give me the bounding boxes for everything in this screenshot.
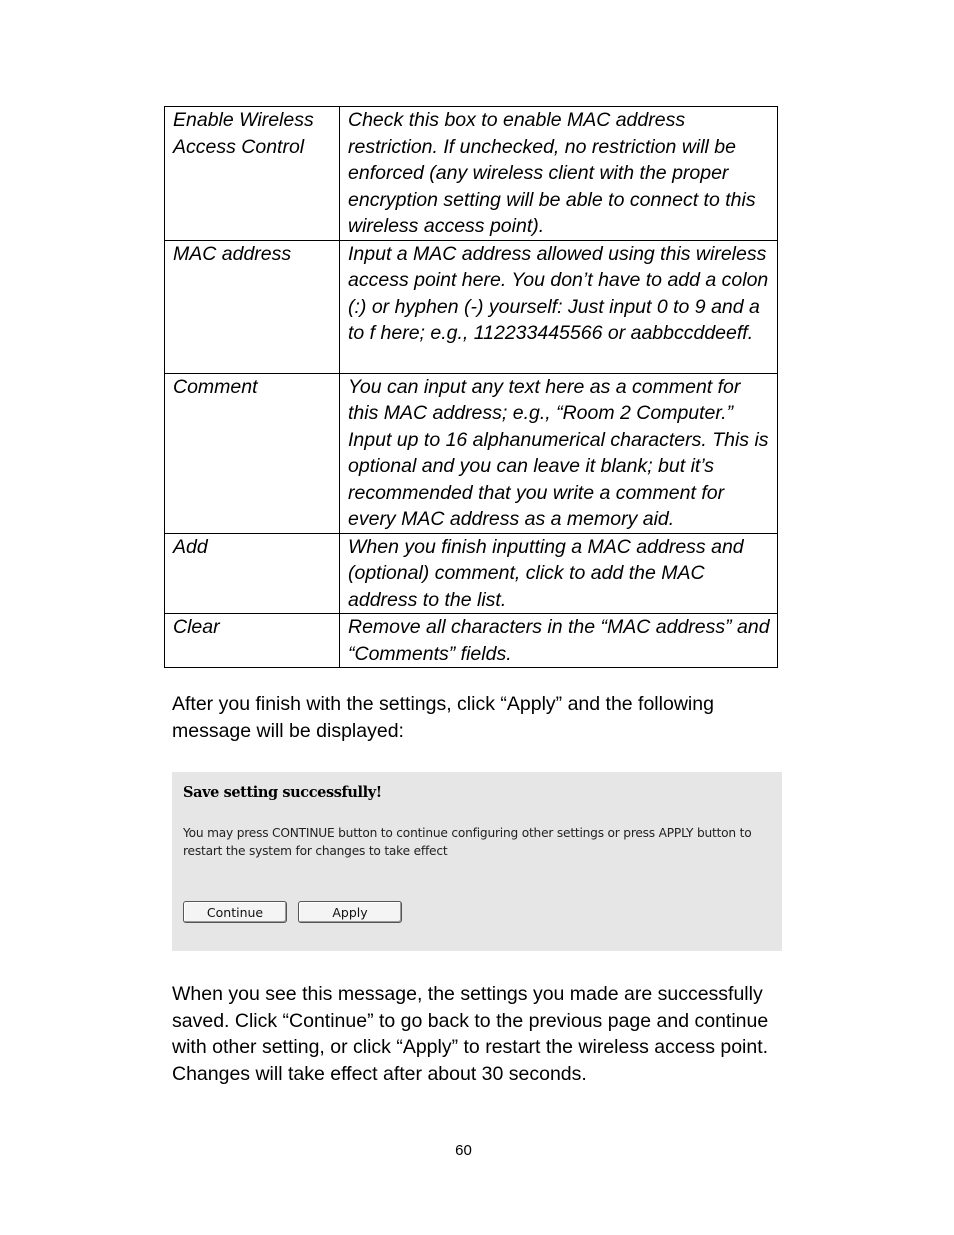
table-row xyxy=(165,240,778,373)
save-message-panel xyxy=(172,772,782,951)
term-cell: MAC address xyxy=(165,240,340,373)
intro-paragraph: After you finish with the settings, click “Apply” and the following message will be displayed: xyxy=(172,693,714,742)
apply-button[interactable]: Apply xyxy=(298,901,402,923)
description-cell: You can input any text here as a comment for this MAC address; e.g., “Room 2 Computer.” Input up to 16 alphanumerical characters. This is optional and you can leave it blank; but it’s recommended that you write a comment for every MAC address as a memory aid. xyxy=(340,373,778,533)
message-body: You may press CONTINUE button to continue configuring other settings or press APPLY button to restart the system for changes to take effect xyxy=(183,826,752,858)
table-row xyxy=(165,373,778,533)
message-title: Save setting successfully! xyxy=(183,784,382,801)
term-cell: Add xyxy=(165,533,340,614)
description-cell: Remove all characters in the “MAC address” and “Comments” fields. xyxy=(340,614,778,668)
description-cell: Input a MAC address allowed using this wireless access point here. You don’t have to add a colon (:) or hyphen (-) yourself: Just input 0 to 9 and a to f here; e.g., 112233445566 or aabbccddeeff. xyxy=(340,240,778,373)
description-cell: Check this box to enable MAC address restriction. If unchecked, no restriction will be enforced (any wireless client with the proper encryption setting will be able to connect to this wireless access point). xyxy=(340,107,778,241)
definitions-table xyxy=(164,106,778,668)
table-row xyxy=(165,107,778,241)
page-number: 60 xyxy=(455,1142,472,1159)
outro-paragraph: When you see this message, the settings you made are successfully saved. Click “Continue” to go back to the previous page and continue with other setting, or click “Apply” to restart the wireless access point. Changes will take effect after about 30 seconds. xyxy=(172,983,769,1085)
term-cell: Clear xyxy=(165,614,340,668)
description-cell: When you finish inputting a MAC address and (optional) comment, click to add the MAC address to the list. xyxy=(340,533,778,614)
term-cell: Enable Wireless Access Control xyxy=(165,107,340,241)
term-cell: Comment xyxy=(165,373,340,533)
continue-button[interactable]: Continue xyxy=(183,901,287,923)
table-row xyxy=(165,533,778,614)
table-row xyxy=(165,614,778,668)
